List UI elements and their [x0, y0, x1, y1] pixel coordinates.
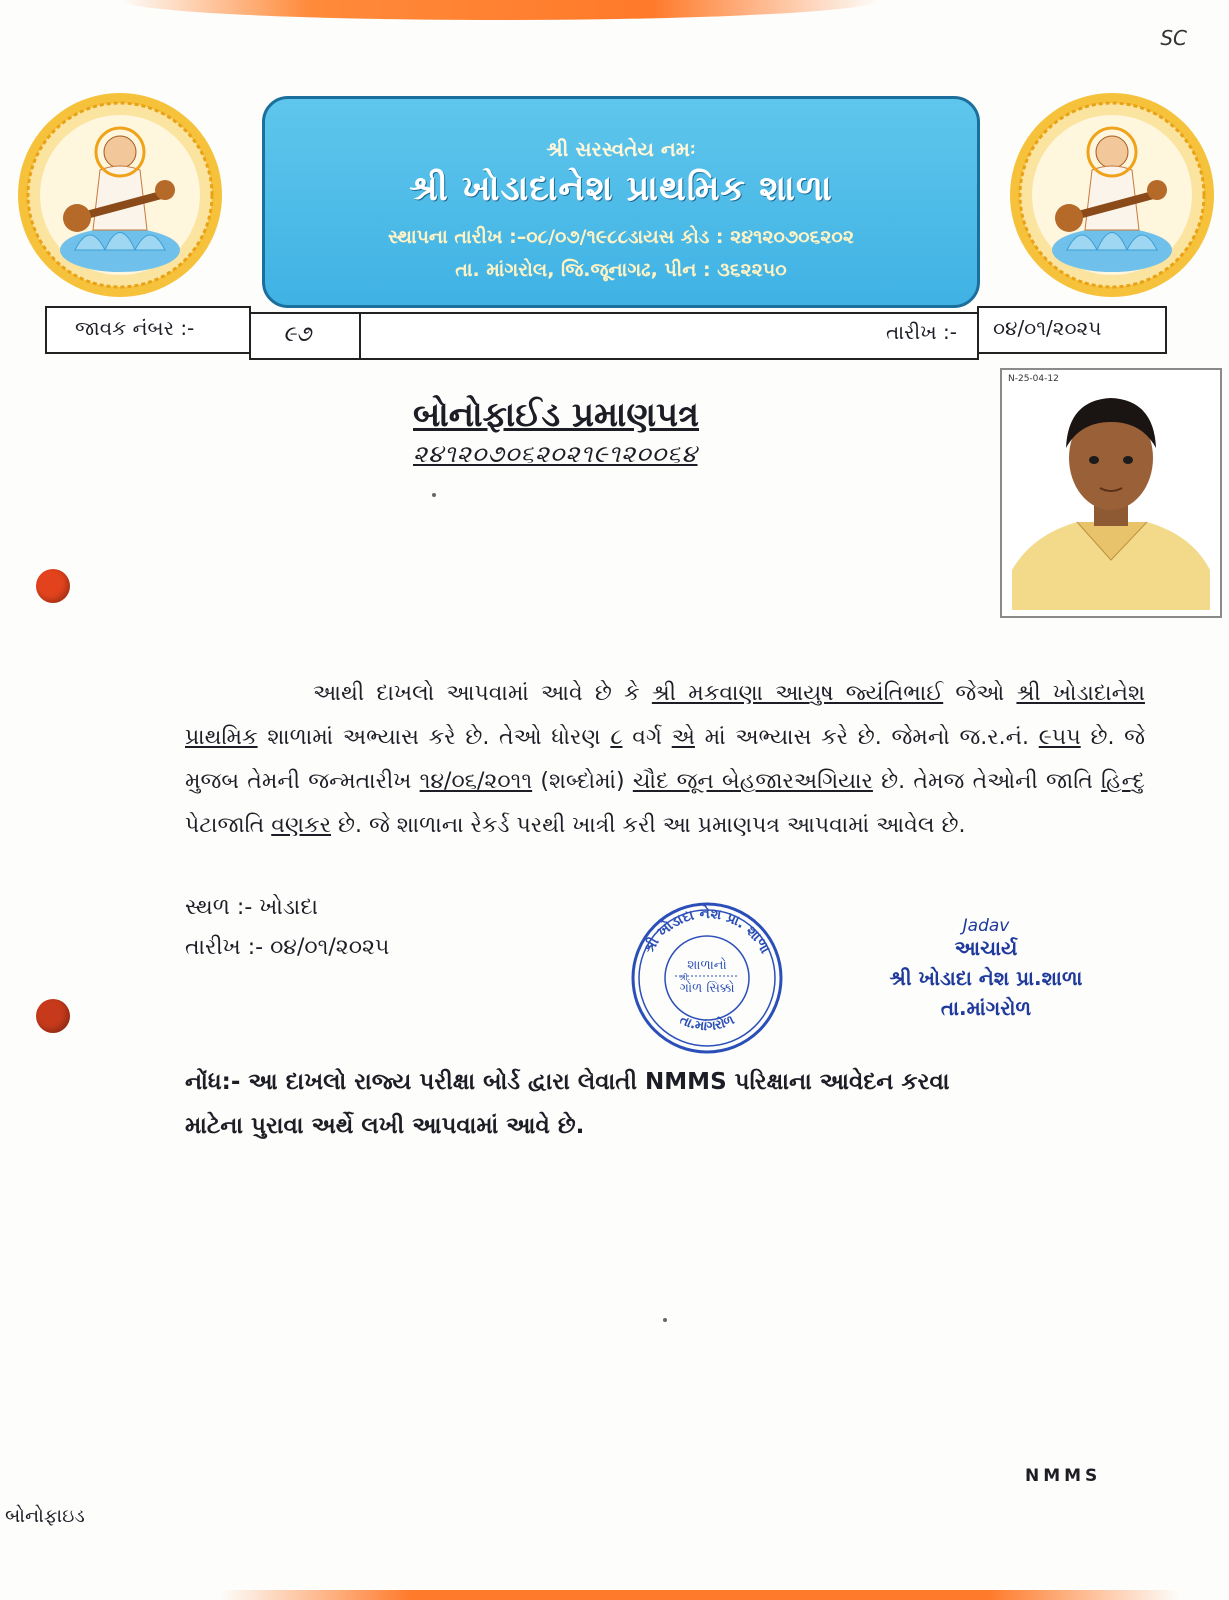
- seal-bottom-text: તા.માંગરોળ: [677, 1012, 737, 1035]
- principal-school: શ્રી ખોડાદા નેશ પ્રા.શાળા: [889, 966, 1083, 990]
- birth-date: ૧૪/૦૬/૨૦૧૧: [419, 769, 533, 794]
- svg-text:શ્રી ખોડાદા નેશ પ્રા. શાળા: [640, 904, 773, 957]
- certificate-title: બોનોફાઈડ પ્રમાણપત્ર: [413, 395, 700, 435]
- date-label-cell: [359, 312, 979, 360]
- division: એ: [671, 725, 695, 750]
- seal-ring-text: શ્રી ખોડાદા નેશ પ્રા. શાળા: [640, 905, 774, 957]
- birth-date-words: ચૌદ જૂન બેહજારઅગિયાર: [632, 769, 873, 794]
- speck: [663, 1318, 667, 1322]
- body-text: છે. જે શાળાના રેકર્ડ પરથી ખાત્રી કરી આ પ્રમાણપત્ર આપવામાં આવેલ છે.: [331, 813, 966, 838]
- punch-hole-lower: [36, 999, 70, 1033]
- certificate-body: [185, 672, 1145, 848]
- principal-signature-block: [866, 916, 1106, 1020]
- school-header-banner: [262, 96, 980, 308]
- top-orange-stripe: [120, 0, 880, 20]
- school-in-body: શ્રી ખોડાદાનેશ પ્રાથમિક: [185, 681, 1145, 750]
- sub-caste: વણકર: [271, 813, 332, 838]
- date-label: તારીખ :-: [886, 320, 957, 344]
- footer-nmms-label: NMMS: [1025, 1466, 1102, 1486]
- punch-hole-upper: [36, 569, 70, 603]
- principal-taluka: તા.માંગરોળ: [940, 996, 1032, 1020]
- religion: હિન્દુ: [1101, 769, 1145, 794]
- body-text: (શબ્દોમાં): [532, 769, 633, 794]
- school-name: શ્રી ખોડાદાનેશ પ્રાથમિક શાળા: [409, 169, 833, 209]
- principal-title: આચાર્ય: [954, 936, 1018, 960]
- body-text: જેઓ: [943, 681, 1017, 706]
- date-value: ૦૪/૦૧/૨૦૨૫: [993, 316, 1102, 340]
- corner-mark: SC: [1160, 26, 1187, 50]
- note-section: [185, 1060, 1145, 1148]
- student-portrait-icon: [1002, 370, 1220, 616]
- issue-date-line: તારીખ :- ૦૪/૦૧/૨૦૨૫: [185, 935, 390, 960]
- establishment-dise-code: સ્થાપના તારીખ :–૦૮/૦૭/૧૯૮૮ડાયસ કોડ : ૨૪૧૨૦૭૦૬૨૦૨: [387, 226, 855, 248]
- outward-label: જાવક નંબર :-: [75, 316, 195, 340]
- svg-text:તા.માંગરોળ: [677, 1013, 737, 1035]
- outward-label-cell: [45, 306, 251, 354]
- seal-inner-line1: શાળાનો: [687, 958, 727, 973]
- body-text: આથી દાખલો આપવામાં આવે છે કે: [313, 681, 652, 706]
- saraswati-emblem-right-icon: [1007, 90, 1217, 300]
- school-seal: [627, 898, 787, 1058]
- standard: ૮: [610, 725, 623, 750]
- round-seal-icon: [627, 898, 787, 1058]
- photo-code: N-25-04-12: [1008, 374, 1059, 384]
- footer-bonafide-label: બોનોફાઇડ: [5, 1505, 85, 1527]
- body-text: શાળામાં અભ્યાસ કરે છે. તેઓ ધોરણ: [257, 725, 611, 750]
- outward-number-cell: [249, 312, 361, 360]
- reference-row: [45, 306, 1192, 356]
- note-line-2: માટેના પુરાવા અર્થે લખી આપવામાં આવે છે.: [185, 1113, 585, 1139]
- student-name: શ્રી મકવાણા આયુષ જ્યંતિભાઈ: [651, 681, 944, 706]
- seal-inner-small: શ્રી.: [679, 973, 691, 982]
- body-text: પેટાજાતિ: [185, 813, 272, 838]
- outward-number: ૯૭: [283, 322, 312, 347]
- note-line-1: નોંધ:- આ દાખલો રાજ્ય પરીક્ષા બોર્ડ દ્વારા લેવાતી NMMS પરિક્ષાના આવેદન કરવા: [185, 1069, 950, 1095]
- speck: [432, 493, 436, 497]
- saraswati-emblem-left-icon: [15, 90, 225, 300]
- body-text: માં અભ્યાસ કરે છે. જેમનો જ.ર.નં.: [694, 725, 1039, 750]
- signature-scrawl: Jadav: [962, 916, 1010, 936]
- date-value-cell: [977, 306, 1167, 354]
- certificate-serial-number: ૨૪૧૨૦૭૦૬૨૦૨૧૯૧૨૦૦૬૪: [413, 440, 698, 468]
- student-photo: [1000, 368, 1222, 618]
- body-text: છે. જે મુજબ તેમની જન્મતારીખ: [185, 725, 1145, 794]
- gr-number: ૯૫૫: [1038, 725, 1081, 750]
- school-address: તા. માંગરોલ, જિ.જૂનાગઢ, પીન : ૩૬૨૨૫૦: [455, 259, 787, 281]
- place-line: સ્થળ :- ખોડાદા: [185, 895, 319, 920]
- seal-inner-line2: ગોળ સિક્કો: [679, 981, 735, 996]
- body-text: વર્ગ: [622, 725, 672, 750]
- invocation-text: શ્રી સરસ્વતેય નમઃ: [546, 137, 696, 161]
- body-text: છે. તેમજ તેઓની જાતિ: [872, 769, 1102, 794]
- bottom-orange-stripe: [220, 1590, 1180, 1600]
